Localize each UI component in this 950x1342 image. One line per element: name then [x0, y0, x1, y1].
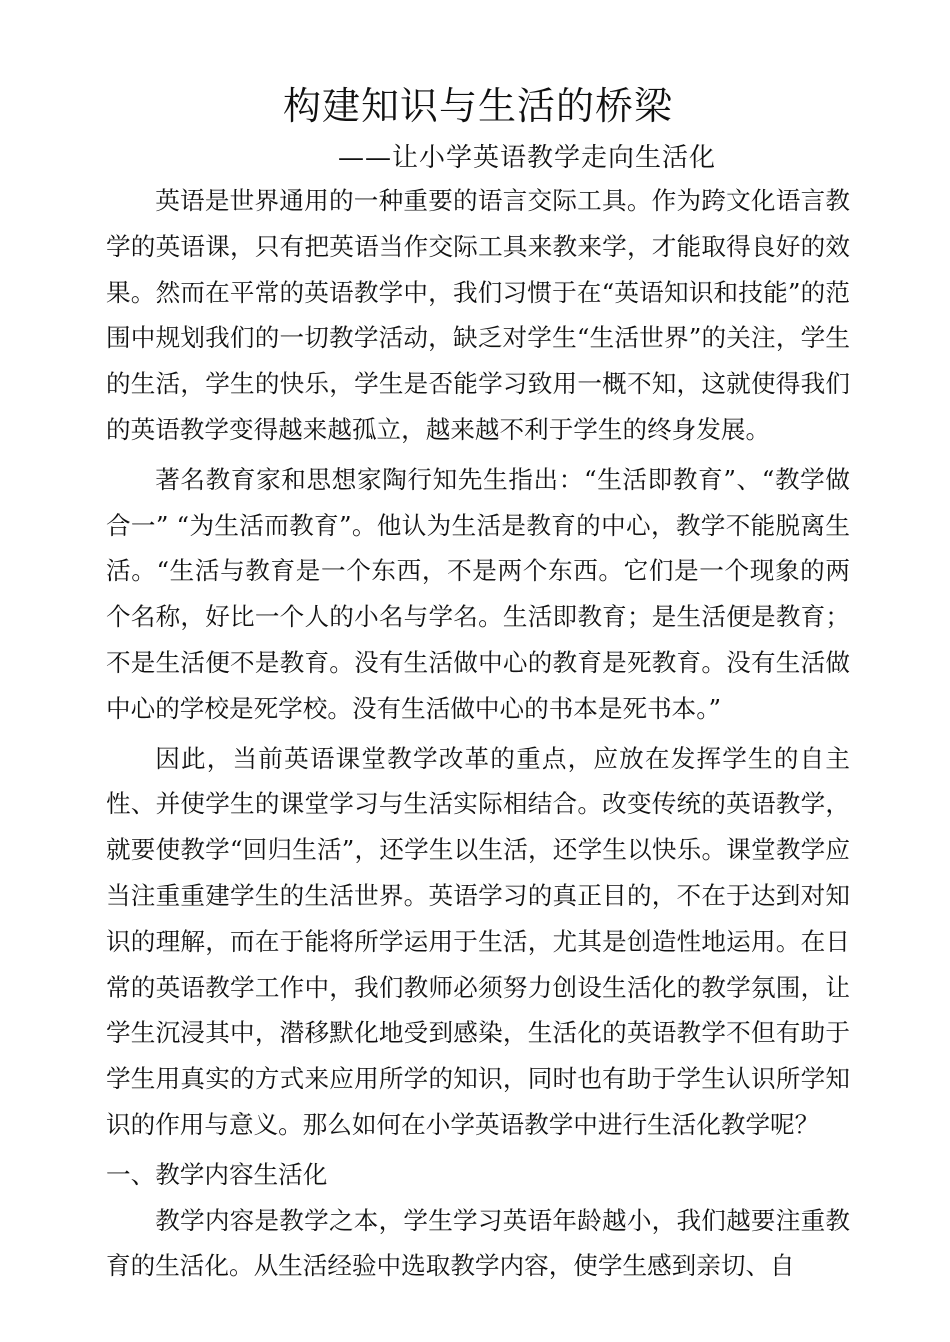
paragraph-2: 著名教育家和思想家陶行知先生指出：“生活即教育”、“教学做合一” “为生活而教育”。他认为生活是教育的中心，教学不能脱离生活。“生活与教育是一个东西，不是两个东西。它们是一个现象的两个名称，好比一个人的小名与学名。生活即教育；是生活便是教育；不是生活便不是教育。没有生活做中心的教育是死教育。没有生活做中心的学校是死学校。没有生活做中心的书本是死书本。”: [106, 464, 850, 723]
document-title: 构建知识与生活的桥梁: [282, 84, 673, 128]
document-subtitle: ——让小学英语教学走向生活化: [338, 143, 717, 173]
section-paragraph: 教学内容是教学之本，学生学习英语年龄越小，我们越要注重教育的生活化。从生活经验中选取教学内容，使学生感到亲切、自: [106, 1205, 850, 1281]
document-body: [106, 78, 850, 1293]
section-heading: 一、教学内容生活化: [106, 1159, 328, 1189]
paragraph-3: 因此，当前英语课堂教学改革的重点，应放在发挥学生的自主性、并使学生的课堂学习与生活实际相结合。改变传统的英语教学，就要使教学“回归生活”，还学生以生活，还学生以快乐。课堂教学应当注重重建学生的生活世界。英语学习的真正目的，不在于达到对知识的理解，而在于能将所学运用于生活，尤其是创造性地运用。在日常的英语教学工作中，我们教师必须努力创设生活化的教学氛围，让学生沉浸其中，潜移默化地受到感染，生活化的英语教学不但有助于学生用真实的方式来应用所学的知识，同时也有助于学生认识所学知识的作用与意义。那么如何在小学英语教学中进行生活化教学呢？: [106, 743, 850, 1139]
paragraph-1: 英语是世界通用的一种重要的语言交际工具。作为跨文化语言教学的英语课，只有把英语当作交际工具来教来学，才能取得良好的效果。然而在平常的英语教学中，我们习惯于在“英语知识和技能”的范围中规划我们的一切教学活动，缺乏对学生“生活世界”的关注，学生的生活，学生的快乐，学生是否能学习致用一概不知，这就使得我们的英语教学变得越来越孤立，越来越不利于学生的终身发展。: [106, 186, 850, 444]
